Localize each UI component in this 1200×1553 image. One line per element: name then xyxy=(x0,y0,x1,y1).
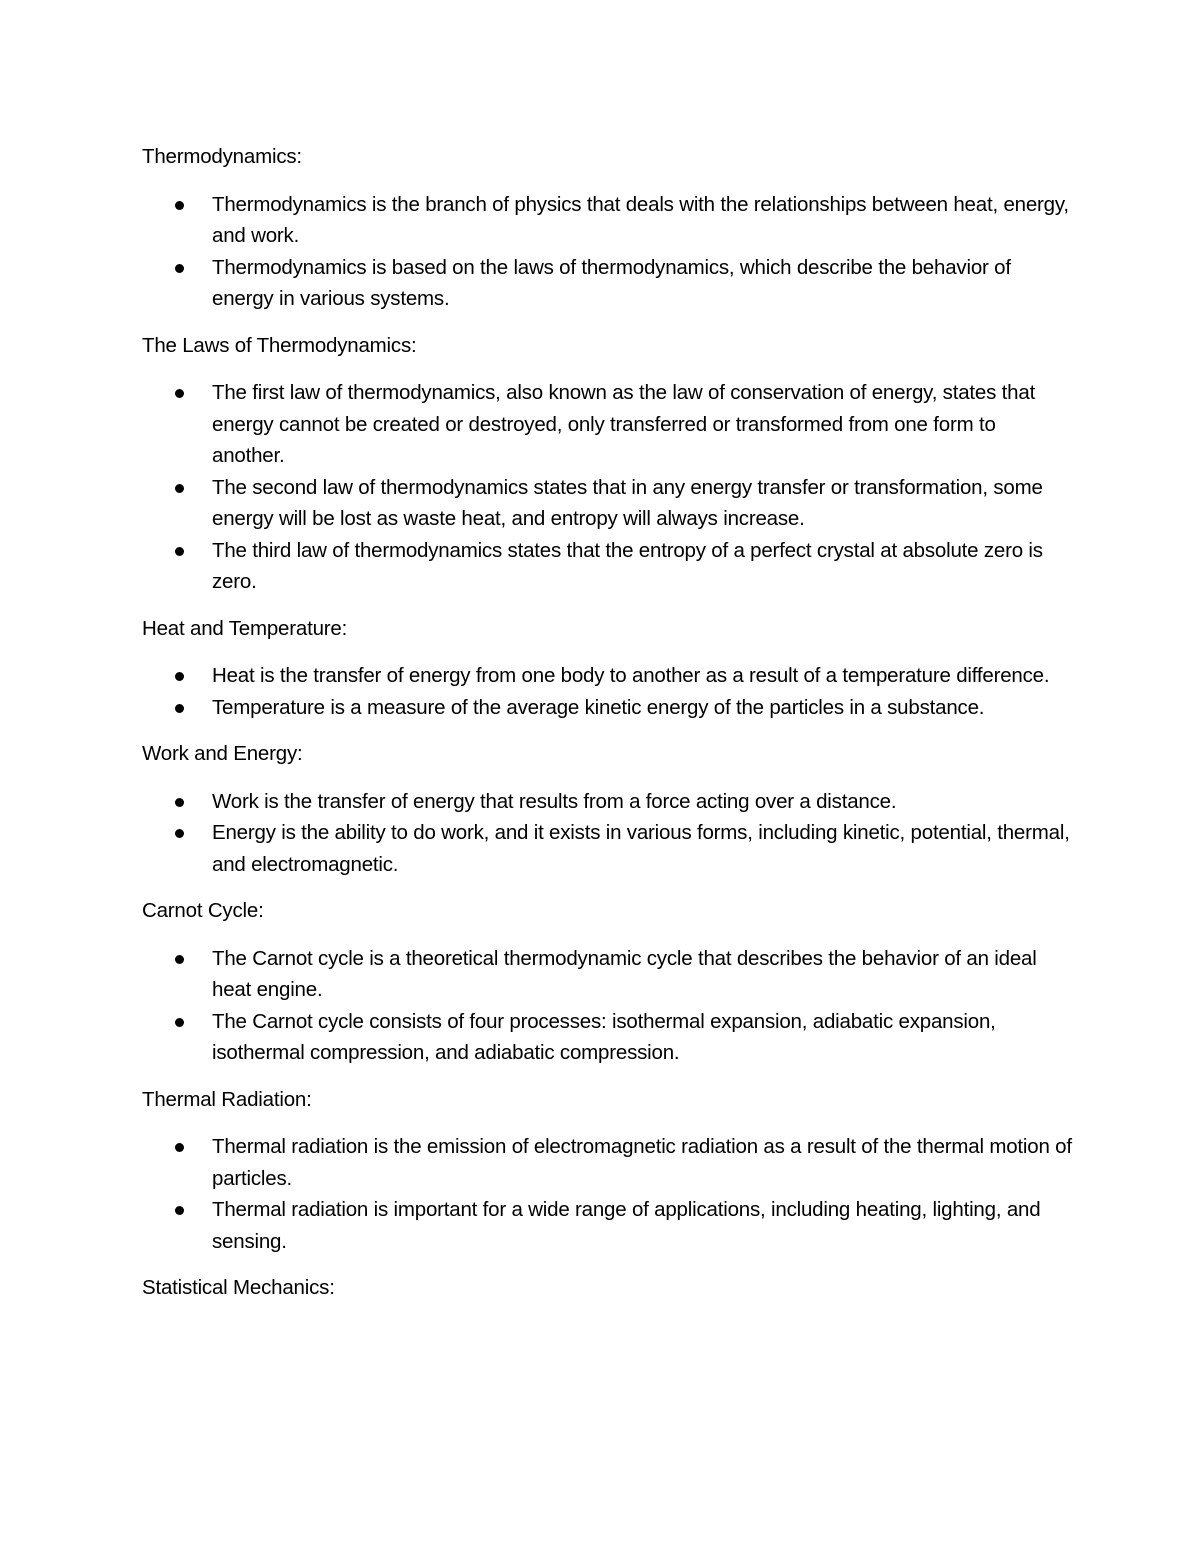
bullet-icon xyxy=(175,672,184,681)
list-item xyxy=(142,377,1072,472)
list-item-text: Energy is the ability to do work, and it exists in various forms, including kinetic, potential, thermal, and electromagnetic. xyxy=(212,821,1070,876)
section-statistical-mechanics xyxy=(142,1272,1072,1304)
bullet-icon xyxy=(175,264,184,273)
list-item-text: The second law of thermodynamics states that in any energy transfer or transformation, some energy will be lost as waste heat, and entropy will always increase. xyxy=(212,475,1043,530)
bullet-list xyxy=(142,377,1072,598)
section-heading: Work and Energy: xyxy=(142,742,303,765)
list-item xyxy=(142,1006,1072,1069)
bullet-list xyxy=(142,1131,1072,1257)
bullet-icon xyxy=(175,1206,184,1215)
list-item xyxy=(142,692,1072,724)
document-body xyxy=(142,141,1072,1320)
bullet-icon xyxy=(175,201,184,210)
section-laws-of-thermodynamics xyxy=(142,330,1072,598)
list-item-text: The Carnot cycle is a theoretical thermodynamic cycle that describes the behavior of an ideal heat engine. xyxy=(212,946,1037,1001)
bullet-list xyxy=(142,943,1072,1069)
list-item xyxy=(142,1131,1072,1194)
bullet-icon xyxy=(175,704,184,713)
section-heading: Statistical Mechanics: xyxy=(142,1276,335,1299)
list-item-text: The Carnot cycle consists of four processes: isothermal expansion, adiabatic expansion, isothermal compression, and adiabatic compression. xyxy=(212,1009,996,1064)
section-work-and-energy xyxy=(142,738,1072,880)
list-item-text: Thermodynamics is based on the laws of thermodynamics, which describe the behavior of energy in various systems. xyxy=(212,255,1011,310)
bullet-icon xyxy=(175,798,184,807)
list-item-text: Work is the transfer of energy that results from a force acting over a distance. xyxy=(212,789,897,813)
section-heading: The Laws of Thermodynamics: xyxy=(142,333,417,357)
list-item xyxy=(142,786,1072,818)
list-item-text: Thermodynamics is the branch of physics that deals with the relationships between heat, energy, and work. xyxy=(212,192,1069,247)
bullet-icon xyxy=(175,829,184,838)
bullet-icon xyxy=(175,484,184,493)
section-heading: Thermodynamics: xyxy=(142,145,302,168)
list-item xyxy=(142,943,1072,1006)
list-item-text: The first law of thermodynamics, also known as the law of conservation of energy, states that energy cannot be created or destroyed, only transferred or transformed from one form to another. xyxy=(212,381,1036,467)
list-item-text: Temperature is a measure of the average kinetic energy of the particles in a substance. xyxy=(212,695,985,719)
list-item xyxy=(142,252,1072,315)
bullet-icon xyxy=(175,1143,184,1152)
list-item xyxy=(142,1194,1072,1257)
list-item-text: Thermal radiation is important for a wide range of applications, including heating, lighting, and sensing. xyxy=(212,1198,1041,1253)
list-item-text: Heat is the transfer of energy from one body to another as a result of a temperature difference. xyxy=(212,664,1050,687)
section-carnot-cycle xyxy=(142,895,1072,1069)
list-item xyxy=(142,660,1072,692)
list-item xyxy=(142,817,1072,880)
bullet-list xyxy=(142,189,1072,315)
bullet-icon xyxy=(175,1018,184,1027)
bullet-icon xyxy=(175,547,184,556)
section-thermodynamics xyxy=(142,141,1072,315)
list-item xyxy=(142,189,1072,252)
list-item xyxy=(142,535,1072,598)
list-item-text: Thermal radiation is the emission of electromagnetic radiation as a result of the thermal motion of particles. xyxy=(212,1135,1072,1190)
section-heading: Thermal Radiation: xyxy=(142,1087,312,1111)
section-thermal-radiation xyxy=(142,1084,1072,1258)
list-item xyxy=(142,472,1072,535)
bullet-list xyxy=(142,786,1072,881)
bullet-icon xyxy=(175,389,184,398)
section-heat-and-temperature xyxy=(142,613,1072,724)
list-item-text: The third law of thermodynamics states that the entropy of a perfect crystal at absolute zero is zero. xyxy=(212,538,1043,593)
bullet-list xyxy=(142,660,1072,723)
bullet-icon xyxy=(175,955,184,964)
section-heading: Carnot Cycle: xyxy=(142,899,264,922)
section-heading: Heat and Temperature: xyxy=(142,616,348,640)
